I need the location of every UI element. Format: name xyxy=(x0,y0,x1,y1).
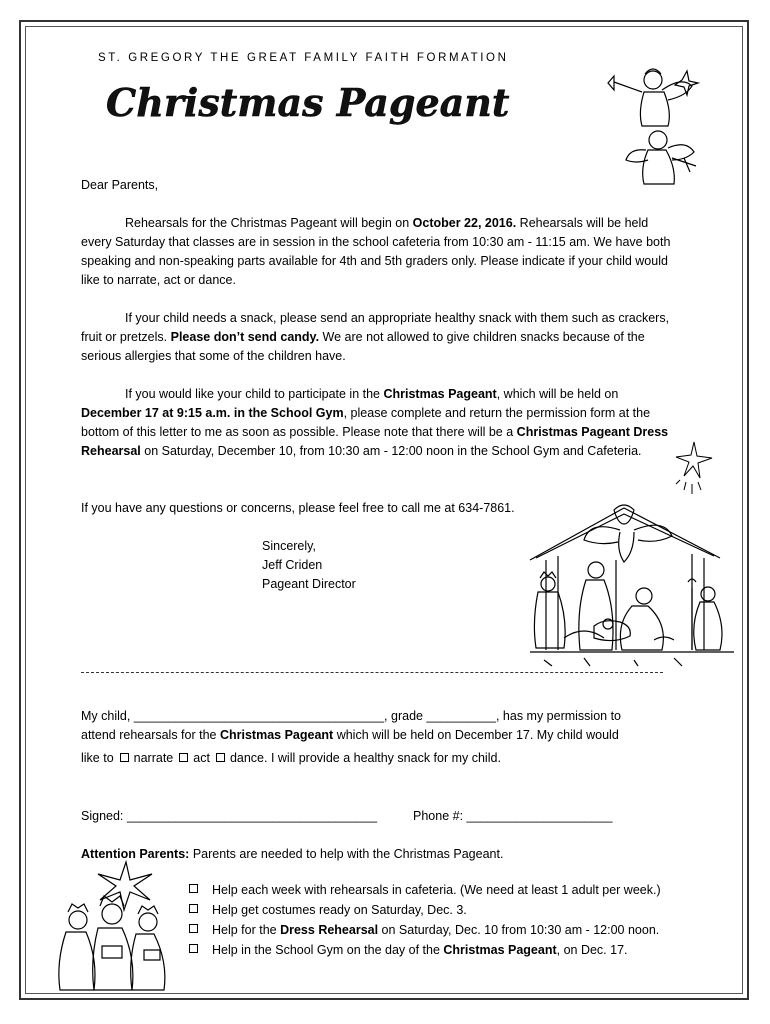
signed-line[interactable]: Signed: ____________________________________ xyxy=(81,809,378,823)
dance-label: dance. xyxy=(229,751,268,765)
list-item: Help in the School Gym on the day of the Christmas Pageant, on Dec. 17. xyxy=(189,940,661,960)
permission-line-1: My child, ____________________________________, grade __________, has my permission to xyxy=(81,709,622,723)
dance-checkbox[interactable] xyxy=(216,753,225,762)
phone-line[interactable]: Phone #: _____________________ xyxy=(413,809,613,823)
permission-line-2: attend rehearsals for the Christmas Pageant which will be held on December 17. My child would xyxy=(81,728,619,742)
closing: Sincerely, xyxy=(262,539,316,553)
greeting: Dear Parents, xyxy=(81,178,159,192)
paragraph-rehearsals: Rehearsals for the Christmas Pageant will begin on October 22, 2016. Rehearsals will be held every Saturday that classes are in session in the school cafeteria from 10:30 am - 11:15 am. We have both speaking and non-speaking parts available for 4th and 5th graders only. Please indicate if your child would like to narrate, act or dance. xyxy=(81,216,671,287)
volunteer-checkbox[interactable] xyxy=(189,944,198,953)
paragraph-questions: If you have any questions or concerns, please feel free to call me at 634-7861. xyxy=(81,501,515,515)
list-item: Help each week with rehearsals in cafeteria. (We need at least 1 adult per week.) xyxy=(189,880,661,900)
narrate-label: narrate xyxy=(133,751,174,765)
attention-label: Attention Parents: xyxy=(81,847,190,861)
attention-line: Attention Parents: Parents are needed to help with the Christmas Pageant. xyxy=(81,847,504,861)
paragraph-participation: If you would like your child to participate in the Christmas Pageant, which will be held on December 17 at 9:15 a.m. in the School Gym, please complete and return the permission form at the bottom of this letter to me as soon as possible. Please note that there will be a Christmas Pageant Dress Rehearsal on Saturday, December 10, from 10:30 am - 12:00 noon in the School Gym and Cafeteria. xyxy=(81,387,669,458)
organization-name: ST. GREGORY THE GREAT FAMILY FAITH FORMATION xyxy=(98,52,509,64)
list-item: Help get costumes ready on Saturday, Dec. 3. xyxy=(189,900,661,920)
act-label: act xyxy=(193,751,210,765)
narrate-checkbox[interactable] xyxy=(120,753,129,762)
star-icon xyxy=(672,440,716,500)
angels-icon xyxy=(598,62,708,190)
signer-name: Jeff Criden xyxy=(262,558,323,572)
paragraph-snack: If your child needs a snack, please send an appropriate healthy snack with them such as crackers, fruit or pretzels. Please don’t send candy. We are not allowed to give children snacks because of the serious allergies that some of the children have. xyxy=(81,311,670,363)
tear-off-divider xyxy=(81,672,663,673)
volunteer-checkbox[interactable] xyxy=(189,924,198,933)
volunteer-checkbox[interactable] xyxy=(189,884,198,893)
page-title: Christmas Pageant xyxy=(106,80,510,125)
permission-line-3: like to narrate act dance. I will provide a healthy snack for my child. xyxy=(81,751,501,765)
signer-title: Pageant Director xyxy=(262,577,356,591)
act-checkbox[interactable] xyxy=(179,753,188,762)
nativity-icon xyxy=(524,500,740,674)
wise-men-icon xyxy=(52,860,172,996)
volunteer-list xyxy=(189,880,661,960)
volunteer-checkbox[interactable] xyxy=(189,904,198,913)
list-item: Help for the Dress Rehearsal on Saturday, Dec. 10 from 10:30 am - 12:00 noon. xyxy=(189,920,661,940)
